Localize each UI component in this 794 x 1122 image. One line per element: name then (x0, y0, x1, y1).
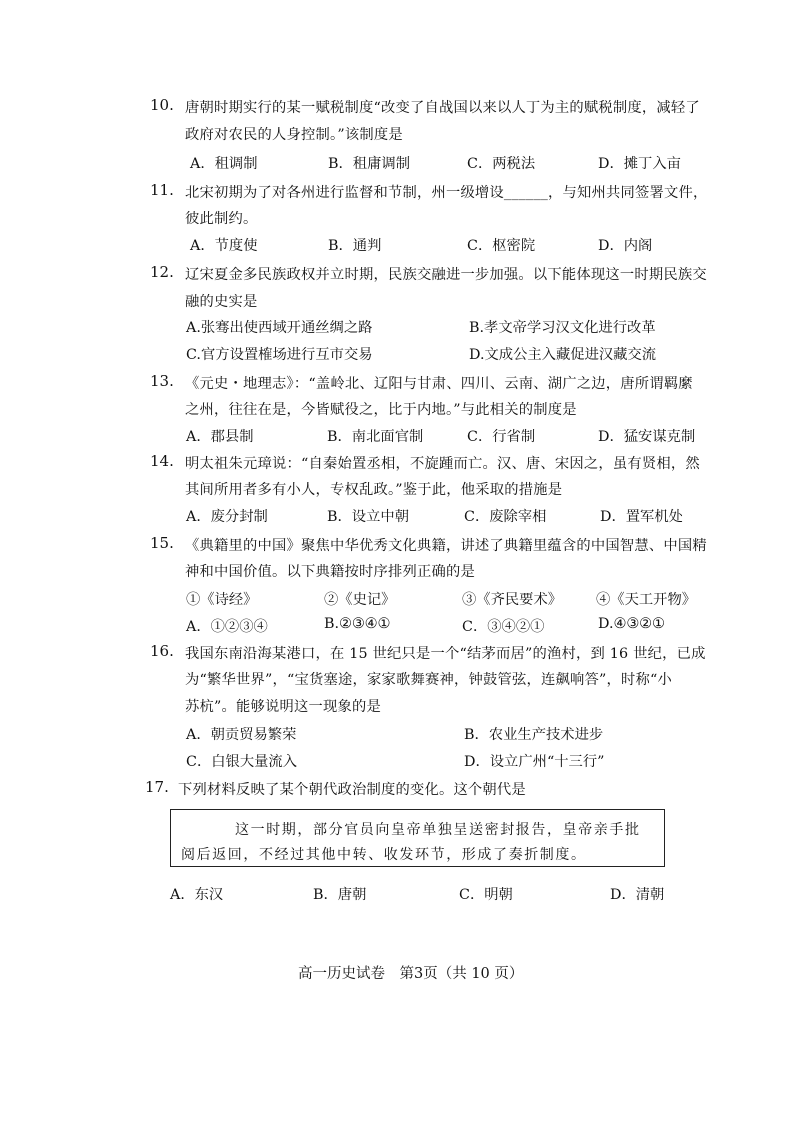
question-stem-line: 彼此制约。 (185, 211, 258, 227)
option-d[interactable]: D.文成公主入藏促进汉藏交流 (469, 347, 657, 363)
option-a[interactable]: A.张骞出使西域开通丝绸之路 (186, 320, 373, 336)
question-number: 12. (150, 263, 174, 281)
option-row (0, 506, 794, 526)
question-number: 10. (150, 96, 174, 114)
option-d[interactable]: D．内阁 (598, 238, 653, 254)
option-b[interactable]: B．通判 (328, 238, 382, 254)
question-stem-line: 下列材料反映了某个朝代政治制度的变化。这个朝代是 (178, 782, 526, 798)
option-row (0, 751, 794, 771)
question-number: 14. (150, 452, 174, 470)
question-number: 17. (145, 778, 169, 796)
option-d[interactable]: D．猛安谋克制 (598, 429, 696, 445)
material-line: 这一时期，部分官员向皇帝单独呈送密封报告，皇帝亲手批 (235, 822, 641, 838)
option-row (0, 235, 794, 255)
question-number: 16. (150, 642, 174, 660)
book-item: ④《天工开物》 (596, 592, 697, 608)
book-item: ①《诗经》 (186, 592, 258, 608)
question-stem-line: 融的史实是 (185, 294, 258, 310)
option-row (0, 344, 794, 364)
book-list (0, 589, 794, 609)
material-line: 阅后返回，不经过其他中转、收发环节，形成了奏折制度。 (181, 847, 587, 863)
option-a[interactable]: A．废分封制 (186, 509, 268, 525)
option-a[interactable]: A．①②③④ (186, 619, 268, 635)
option-b[interactable]: B．唐朝 (313, 887, 367, 903)
option-b[interactable]: B.②③④① (324, 616, 391, 632)
option-a[interactable]: A．东汉 (170, 887, 224, 903)
option-d[interactable]: D．摊丁入亩 (598, 156, 681, 172)
option-row (0, 317, 794, 337)
option-row (0, 426, 794, 446)
option-b[interactable]: B．设立中朝 (327, 509, 409, 525)
option-row (0, 724, 794, 744)
question-stem-line: 北宋初期为了对各州进行监督和节制，州一级增设______，与知州共同签署文件， (185, 185, 708, 201)
option-a[interactable]: A．朝贡贸易繁荣 (186, 727, 297, 743)
option-d[interactable]: D.④③②① (598, 616, 665, 632)
page-footer: 高一历史试卷 第3页（共 10 页） (298, 966, 524, 982)
option-b[interactable]: B．南北面官制 (327, 429, 424, 445)
question-stem-line: 政府对农民的人身控制。”该制度是 (185, 127, 403, 143)
option-b[interactable]: B．农业生产技术进步 (464, 727, 604, 743)
question-number: 11. (150, 181, 174, 199)
option-c[interactable]: C.官方设置榷场进行互市交易 (186, 347, 373, 363)
question-number: 13. (150, 372, 174, 390)
option-row (0, 153, 794, 173)
option-c[interactable]: C．枢密院 (467, 238, 536, 254)
material-box (170, 809, 665, 867)
question-stem-line: 之州，往往在是，今皆赋役之，比于内地。”与此相关的制度是 (185, 402, 577, 418)
option-a[interactable]: A．节度使 (190, 238, 258, 254)
option-row (0, 884, 794, 904)
option-c[interactable]: C．③④②① (462, 619, 545, 635)
question-stem-line: 辽宋夏金多民族政权并立时期，民族交融进一步加强。以下能体现这一时期民族交 (185, 267, 707, 283)
book-item: ③《齐民要术》 (462, 592, 563, 608)
option-c[interactable]: C．行省制 (467, 429, 536, 445)
question-stem-line: 为“繁华世界”，“宝货塞途，家家歌舞赛神，钟鼓管弦，连飙响答”，时称“小 (185, 672, 672, 688)
option-row (0, 616, 794, 636)
question-stem-line: 苏杭”。能够说明这一现象的是 (185, 699, 381, 715)
option-b[interactable]: B.孝文帝学习汉文化进行改革 (469, 320, 656, 336)
option-d[interactable]: D．清朝 (610, 887, 665, 903)
question-stem-line: 我国东南沿海某港口，在 15 世纪只是一个“结茅而居”的渔村，到 16 世纪，已成 (185, 646, 706, 662)
question-stem-line: 唐朝时期实行的某一赋税制度“改变了自战国以来以人丁为主的赋税制度，减轻了 (185, 100, 700, 116)
option-a[interactable]: A．郡县制 (186, 429, 254, 445)
option-c[interactable]: C．白银大量流入 (186, 754, 298, 770)
option-d[interactable]: D．置军机处 (600, 509, 683, 525)
question-stem-line: 《典籍里的中国》聚焦中华优秀文化典籍，讲述了典籍里蕴含的中国智慧、中国精 (185, 538, 707, 554)
option-c[interactable]: C．两税法 (467, 156, 536, 172)
option-d[interactable]: D．设立广州“十三行” (464, 754, 605, 770)
option-c[interactable]: C．明朝 (459, 887, 513, 903)
question-stem-line: 神和中国价值。以下典籍按时序排列正确的是 (185, 564, 475, 580)
question-number: 15. (150, 534, 174, 552)
question-stem-line: 《元史・地理志》：“盖岭北、辽阳与甘肃、四川、云南、湖广之边，唐所谓羁縻 (185, 376, 693, 392)
book-item: ②《史记》 (324, 592, 396, 608)
question-stem-line: 其间所用者多有小人，专权乱政。”鉴于此，他采取的措施是 (185, 482, 563, 498)
option-c[interactable]: C．废除宰相 (464, 509, 547, 525)
option-a[interactable]: A．租调制 (190, 156, 258, 172)
question-stem-line: 明太祖朱元璋说：“自秦始置丞相，不旋踵而亡。汉、唐、宋因之，虽有贤相，然 (185, 456, 700, 472)
option-b[interactable]: B．租庸调制 (328, 156, 410, 172)
